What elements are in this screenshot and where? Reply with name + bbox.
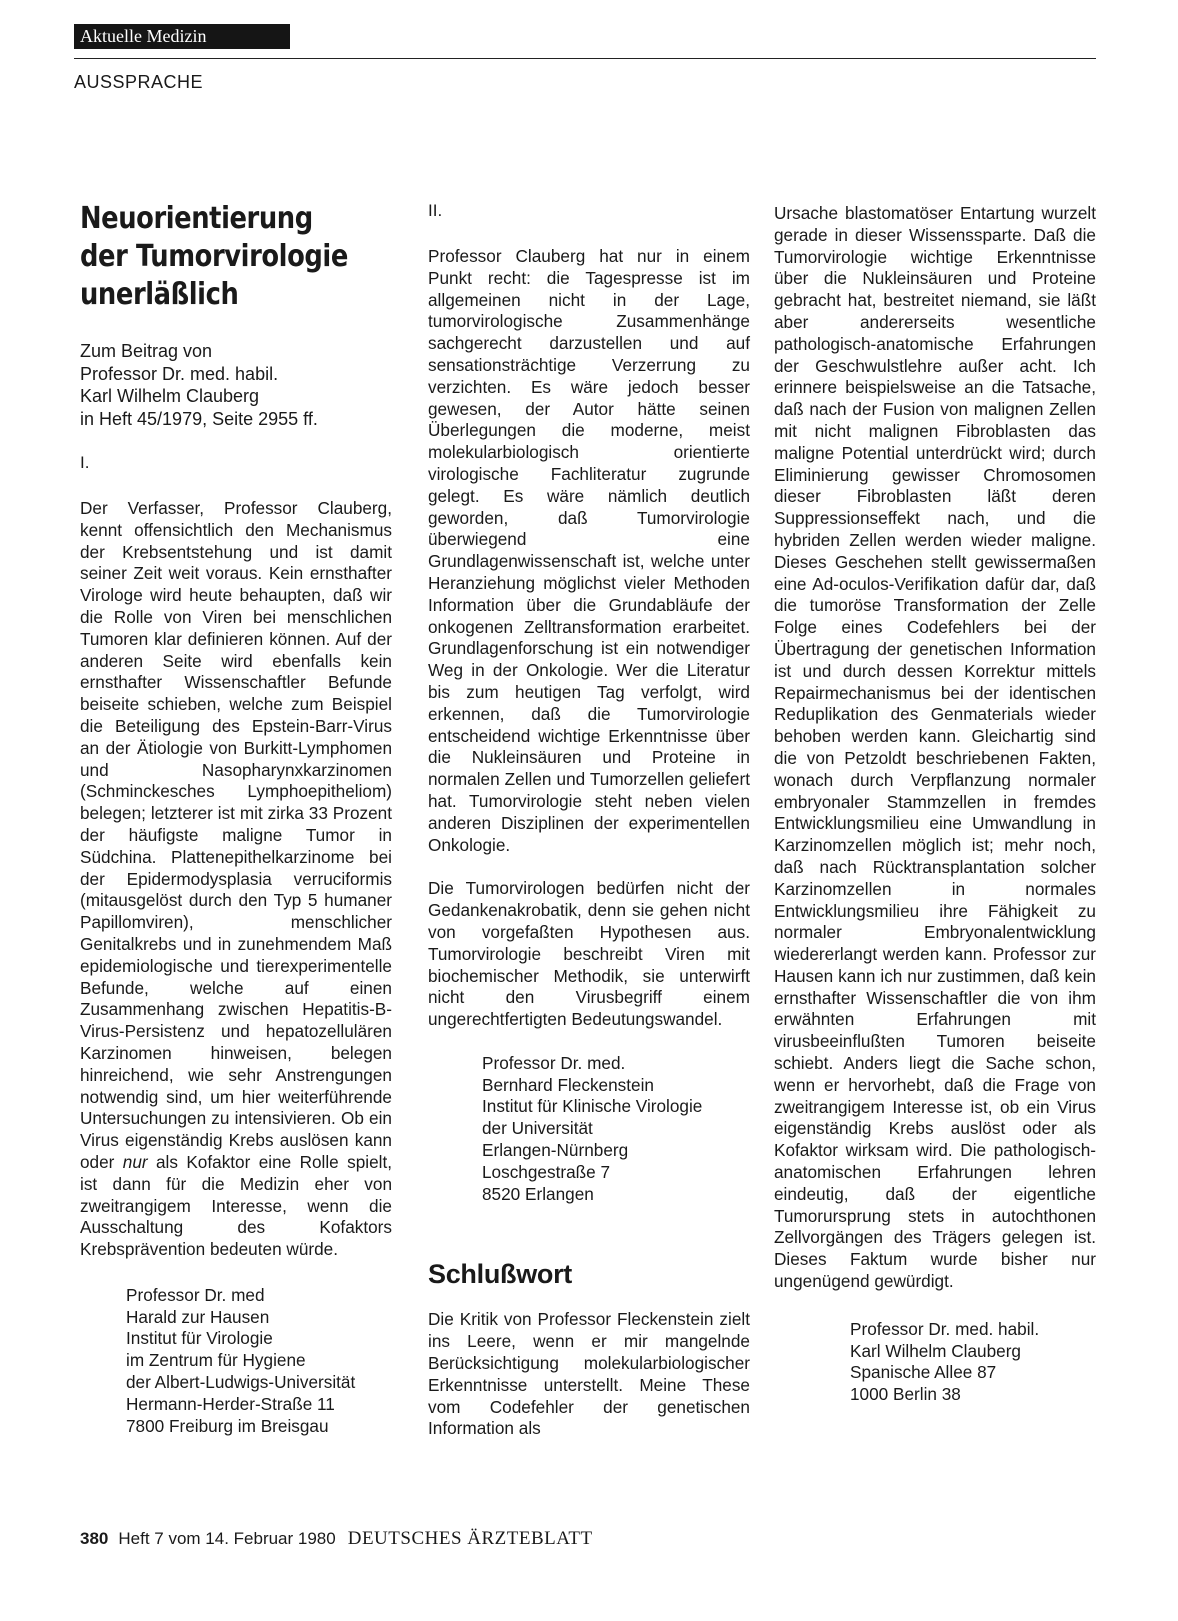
part-1-paragraph xyxy=(80,498,392,1261)
signature-line: Professor Dr. med xyxy=(126,1284,265,1305)
signature-line: Spanische Allee 87 xyxy=(850,1362,997,1383)
closing-paragraph-continued: Ursache blastomatöser Entartung wurzelt gerade in dieser Wissenssparte. Daß die Tumorvirologie wichtige Erkenntnisse über die Nukleinsäuren und Proteine gebracht hat, bestreitet niemand, sie läßt aber andererseits wesentliche pathologisch-anatomische Erfahrungen der Geschwulstlehre außer acht. Ich erinnere beispielsweise an die Tatsache, daß nach der Fusion von malignen Zellen mit nicht malignen Fibroblasten das maligne Potential unterdrückt wird; durch Eliminierung gewisser Chromosomen dieser Fibroblasten läßt deren Suppressionseffekt nach, und die hybriden Zellen werden wieder maligne. Dieses Geschehen stellt gewissermaßen eine Ad-oculos-Verifikation dafür dar, daß die tumoröse Transformation der Zelle Folge eines Codefehlers bei der Übertragung der genetischen Information ist und durch dessen Korrektur mittels Repairmechanismus bei der identischen Reduplikation des Genmaterials wieder behoben werden kann. Gleichartig sind die von Petzoldt beschriebenen Fakten, wonach durch Verpflanzung normaler embryonaler Stammzellen in fremdes Entwicklungsmilieu eine Umwandlung in Karzinomzellen möglich ist; mehr noch, daß nach Rücktransplantation solcher Karzinomzellen in normales Entwicklungsmilieu ihre Fähigkeit zu normaler Embryonalentwicklung wiedererlangt werden kann. Professor zur Hausen kann ich nur zustimmen, daß kein ernsthafter Wissenschaftler die von ihm erwähnten Erfahrungen mit virusbeeinflußten Tumoren beiseite schiebt. Anders liegt die Sache schon, wenn er hervorhebt, daß die Frage von zweitrangigem Interesse ist, ob ein Virus eigenständig Krebs auslöst oder als Kofaktor wirksam wird. Die pathologisch-anatomischen Erfahrungen lehren eindeutig, daß der eigentliche Tumorursprung stets in autochthonen Zellvorgängen des Trägers gelegen ist. Dieses Faktum wurde bisher nur ungenügend gewürdigt. xyxy=(774,203,1096,1292)
signature-line: Karl Wilhelm Clauberg xyxy=(850,1340,1021,1361)
signature-line: Institut für Virologie xyxy=(126,1328,273,1349)
signature-line: Hermann-Herder-Straße 11 xyxy=(126,1393,335,1414)
page-number: 380 xyxy=(80,1529,109,1548)
title-line: unerläßlich xyxy=(80,277,239,312)
reference-line: Professor Dr. med. habil. xyxy=(80,363,279,384)
closing-paragraph-start: Die Kritik von Professor Fleckenstein zielt ins Leere, wenn er mir mangelnde Berücksichtigung molekularbiologischer Erkenntnisse unterstellt. Meine These vom Codefehler der genetischen Information als xyxy=(428,1309,750,1439)
signature-line: 8520 Erlangen xyxy=(482,1183,594,1204)
signature-line: der Albert-Ludwigs-Universität xyxy=(126,1372,356,1393)
issue-info: Heft 7 vom 14. Februar 1980 xyxy=(118,1529,336,1548)
signature-line: 7800 Freiburg im Breisgau xyxy=(126,1415,329,1436)
signature-line: Institut für Klinische Virologie xyxy=(482,1096,703,1117)
part-2-paragraph-2: Die Tumorvirologen bedürfen nicht der Gedankenakrobatik, denn sie gehen nicht von vorgefaßten Hypothesen aus. Tumorvirologie beschreibt Viren mit biochemischer Methodik, sie unterwirft nicht den Virusbegriff einem ungerechtfertigten Bedeutungswandel. xyxy=(428,878,750,1030)
signature-line: Erlangen-Nürnberg xyxy=(482,1140,629,1161)
signature-line: im Zentrum für Hygiene xyxy=(126,1350,306,1371)
column-2 xyxy=(428,200,750,1440)
reference-line: Zum Beitrag von xyxy=(80,341,213,361)
rubric-label: Aktuelle Medizin xyxy=(74,24,290,49)
article-reference xyxy=(80,340,392,430)
signature-line: der Universität xyxy=(482,1118,593,1139)
article-title xyxy=(80,200,398,314)
signature-line: Bernhard Fleckenstein xyxy=(482,1074,654,1095)
signature-fleckenstein xyxy=(482,1053,750,1206)
signature-zur-hausen xyxy=(126,1285,392,1438)
part-1-text-a: Der Verfasser, Professor Clauberg, kennt offensichtlich den Mechanismus der Krebsentstehung und ist damit seiner Zeit weit voraus. Kein ernsthafter Virologe wird heute behaupten, daß wir die Rolle von Viren bei menschlichen Tumoren klar definieren können. Auf der anderen Seite wird ebenfalls kein ernsthafter Wissenschaftler Befunde beiseite schieben, welche zum Beispiel die Beteiligung des Epstein-Barr-Virus an der Ätiologie von Burkitt-Lymphomen und Nasopharynxkarzinomen (Schminckesches Lymphoepitheliom) belegen; letzterer ist mit zirka 33 Prozent der häufigste maligne Tumor in Südchina. Plattenepithelkarzinome bei der Epidermodysplasia verruciformis (mitausgelöst durch den Typ 5 humaner Papillomviren), menschlicher Genitalkrebs und in zunehmendem Maß epidemiologische und tierexperimentelle Befunde, welche auf einen Zusammenhang zwischen Hepatitis-B-Virus-Persistenz und hepatozellulären Karzinomen hinweisen, belegen hinreichend, wie sehr Anstrengungen notwendig sind, um hier weiterführende Untersuchungen zu intensivieren. Ob ein Virus eigenständig Krebs auslösen kann oder xyxy=(80,498,392,1172)
reference-line: in Heft 45/1979, Seite 2955 ff. xyxy=(80,408,318,429)
part-2-paragraph-1: Professor Clauberg hat nur in einem Punkt recht: die Tagespresse ist im allgemeinen nicht in der Lage, tumorvirologische Zusammenhänge sachgerecht darzustellen und auf sensationsträchtige Verzerrung zu verzichten. Es wäre jedoch besser gewesen, der Autor hätte seinen Überlegungen die moderne, meist molekularbiologisch orientierte virologische Fachliteratur zugrunde gelegt. Es wäre nämlich deutlich geworden, daß Tumorvirologie überwiegend eine Grundlagenwissenschaft ist, welche unter Heranziehung möglichst vieler Methoden Information über die Grundabläufe der onkogenen Zelltransformation erarbeitet. Grundlagenforschung ist ein notwendiger Weg in der Onkologie. Wer die Literatur bis zum heutigen Tag verfolgt, wird erkennen, daß die Tumorvirologie entscheidend wichtige Erkenntnisse über die Nukleinsäuren und Proteine in normalen Zellen und Tumorzellen geliefert hat. Tumorvirologie steht neben vielen anderen Disziplinen der experimentellen Onkologie. xyxy=(428,246,750,855)
header-rule xyxy=(74,58,1096,59)
journal-name: DEUTSCHES ÄRZTEBLATT xyxy=(347,1528,593,1549)
closing-heading: Schlußwort xyxy=(428,1259,572,1290)
signature-line: Professor Dr. med. habil. xyxy=(850,1318,1040,1339)
signature-clauberg xyxy=(850,1319,1096,1406)
part-1-emphasis: nur xyxy=(122,1151,148,1172)
signature-line: Loschgestraße 7 xyxy=(482,1161,611,1182)
part-1-label: I. xyxy=(80,453,90,472)
section-label: AUSSPRACHE xyxy=(74,72,204,92)
signature-line: Professor Dr. med. xyxy=(482,1052,626,1073)
column-1 xyxy=(80,200,392,1437)
page-footer xyxy=(80,1528,593,1550)
part-2-label: II. xyxy=(428,201,443,220)
reference-line: Karl Wilhelm Clauberg xyxy=(80,386,260,406)
part-1-text-b: als Kofaktor eine Rolle spielt, ist dann für die Medizin eher von zweitrangigem Interesse, wenn die Ausschaltung des Kofaktors Krebsprävention bedeuten würde. xyxy=(80,1151,392,1260)
column-3 xyxy=(774,203,1096,1406)
signature-line: 1000 Berlin 38 xyxy=(850,1384,961,1405)
title-line: der Tumorvirologie xyxy=(80,239,348,274)
signature-line: Harald zur Hausen xyxy=(126,1306,270,1327)
title-line: Neuorientierung xyxy=(80,201,313,236)
